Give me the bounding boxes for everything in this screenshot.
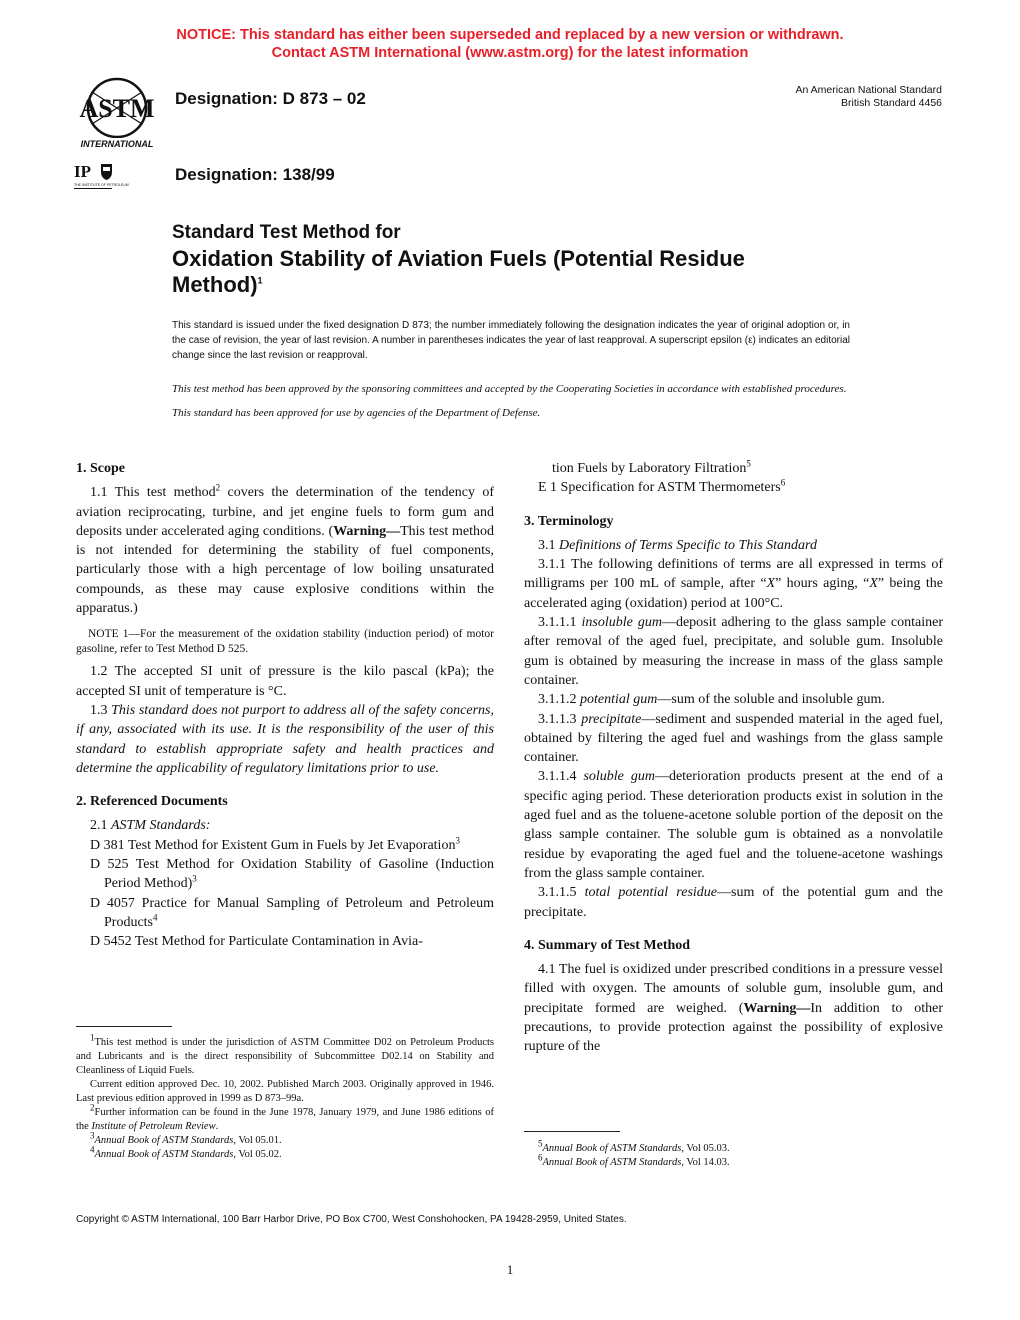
defense-statement: This standard has been approved for use by agencies of the Department of Defense. xyxy=(172,407,541,419)
ip-logo xyxy=(74,160,129,194)
title-footnote-ref[interactable]: 1 xyxy=(257,275,263,286)
referenced-documents-heading: 2. Referenced Documents xyxy=(76,794,228,810)
left-column xyxy=(76,459,494,952)
paragraph-1-2: 1.2 The accepted SI unit of pressure is the kilo pascal (kPa); the accepted SI unit of temperature is °C. xyxy=(76,664,494,699)
reference-d4057: D 4057 Practice for Manual Sampling of Petroleum and Petroleum Products$^4$ xyxy=(90,895,494,930)
svg-text:ASTM: ASTM xyxy=(79,94,155,123)
title-line-1: Standard Test Method for xyxy=(172,222,401,243)
footnotes-left xyxy=(76,1032,494,1162)
national-standard-line-2: British Standard 4456 xyxy=(841,97,942,109)
title-line-3: Method)$^1$ xyxy=(172,272,263,297)
summary-heading: 4. Summary of Test Method xyxy=(524,937,691,953)
definition-potential-gum: 3.1.1.2 potential gum—sum of the soluble and insoluble gum. xyxy=(538,692,885,708)
svg-text:INTERNATIONAL: INTERNATIONAL xyxy=(80,139,154,149)
terminology-heading: 3. Terminology xyxy=(524,513,614,529)
footnote-5: $^5$Annual Book of ASTM Standards, Vol 05.03. xyxy=(538,1138,730,1154)
paragraph-1-3: 1.3 This standard does not purport to address all of the safety concerns, if any, associated with its use. It is the responsibility of the user of this standard to establish appropriate safety and health practices and determine the applicability of regulatory limitations prior to use. xyxy=(76,702,495,776)
reference-d5452: D 5452 Test Method for Particulate Contamination in Avia- xyxy=(90,934,423,950)
definition-precipitate: 3.1.1.3 precipitate—sediment and suspended material in the aged fuel, obtained by filtering the aged fuel and washings from the glass sample container. xyxy=(524,711,943,766)
footnote-2: $^2$Further information can be found in the June 1978, January 1979, and June 1986 editions of the Institute of Petroleum Review. xyxy=(76,1102,494,1132)
definition-insoluble-gum: 3.1.1.1 insoluble gum—deposit adhering to the glass sample container after removal of the aged fuel, precipitate, and soluble gum. Insoluble gum is obtained by measuring the increase in mass of the glass sample container. xyxy=(524,615,944,688)
reference-d525: D 525 Test Method for Oxidation Stability of Gasoline (Induction Period Method)$^3$ xyxy=(90,857,494,892)
footnote-rule-right xyxy=(524,1131,620,1132)
preamble xyxy=(172,318,850,421)
paragraph-3-1-1: 3.1.1 The following definitions of terms are all expressed in terms of milligrams per 100 mL of sample, after “X” hours aging, “X” being the accelerated aging (oxidation) period at 100°C. xyxy=(524,557,943,611)
paragraph-1-1: 1.1 This test method$^2$ covers the determination of the tendency of aviation reciprocating, turbine, and jet engine fuels to form gum and deposits under accelerated aging conditions. (Warning—This test method is not intended for determining the stability of fuel components, particularly those with a high percentage of low boiling unsaturated compounds, as these may cause explosive conditions within the apparatus.) xyxy=(76,482,494,617)
footnote-3: $^3$Annual Book of ASTM Standards, Vol 05.01. xyxy=(90,1130,282,1146)
document-title xyxy=(172,220,872,298)
footnote-1-edition: Current edition approved Dec. 10, 2002. Published March 2003. Originally approved in 1946. Last previous edition approved in 1999 as D 873–99a. xyxy=(76,1079,494,1104)
withdrawn-notice xyxy=(0,26,1020,62)
notice-line-2: Contact ASTM International (www.astm.org) for the latest information xyxy=(271,45,749,61)
approval-statement: This test method has been approved by the sponsoring committees and accepted by the Cooperating Societies in accordance with established procedures. xyxy=(172,383,847,395)
national-standard xyxy=(795,84,942,110)
definition-total-potential-residue: 3.1.1.5 total potential residue—sum of the potential gum and the precipitate. xyxy=(524,885,944,920)
national-standard-line-1: An American National Standard xyxy=(795,84,942,96)
paragraph-3-1: 3.1 Definitions of Terms Specific to This Standard xyxy=(538,537,817,553)
reference-d5452-continued: tion Fuels by Laboratory Filtration$^5$ xyxy=(552,458,751,476)
notice-line-1: NOTICE: This standard has either been superseded and replaced by a new version or withdrawn. xyxy=(176,27,844,43)
astm-logo-icon xyxy=(72,74,162,150)
copyright-line: Copyright © ASTM International, 100 Barr Harbor Drive, PO Box C700, West Conshohocken, PA 19428-2959, United States. xyxy=(76,1214,627,1225)
ip-logo-icon xyxy=(74,160,129,194)
footnote-1: $^1$This test method is under the jurisdiction of ASTM Committee D02 on Petroleum Products and Lubricants and is the direct responsibility of Subcommittee D02.14 on Stability and Cleanliness of Liquid Fuels. xyxy=(76,1032,494,1076)
reference-e1: E 1 Specification for ASTM Thermometers$^6$ xyxy=(538,477,786,496)
page-number: 1 xyxy=(506,1262,514,1277)
svg-text:THE INSTITUTE OF PETROLEUM: THE INSTITUTE OF PETROLEUM xyxy=(74,183,129,187)
astm-logo xyxy=(72,74,162,150)
svg-text:IP: IP xyxy=(74,162,91,181)
right-column xyxy=(524,459,943,1057)
reference-d381: D 381 Test Method for Existent Gum in Fuels by Jet Evaporation$^3$ xyxy=(90,835,460,853)
designation-astm: Designation: D 873 – 02 xyxy=(175,89,366,108)
issue-statement: This standard is issued under the fixed designation D 873; the number immediately following the designation indicates the year of original adoption or, in the case of revision, the year of last revision. A number in parentheses indicates the year of last reapproval. A superscript epsilon (ε) indicates an editorial change since the last revision or reapproval. xyxy=(172,320,850,361)
title-line-2: Oxidation Stability of Aviation Fuels (Potential Residue xyxy=(172,246,745,271)
paragraph-4-1: 4.1 The fuel is oxidized under prescribed conditions in a pressure vessel filled with oxygen. The amounts of soluble gum, insoluble gum, and precipitate formed are weighed. (Warning—In addition to other precautions, to provide protection against the possibility of explosive rupture of the xyxy=(524,962,944,1055)
designation-ip: Designation: 138/99 xyxy=(175,165,335,184)
footnote-4: $^4$Annual Book of ASTM Standards, Vol 05.02. xyxy=(90,1144,282,1160)
scope-heading: 1. Scope xyxy=(76,461,125,476)
note-1: NOTE 1—For the measurement of the oxidation stability (induction period) of motor gasoline, refer to Test Method D 525. xyxy=(76,628,494,656)
footnote-rule-left xyxy=(76,1026,172,1027)
definition-soluble-gum: 3.1.1.4 soluble gum—deterioration products present at the end of a specific aging period. These deterioration products exist in solution in the aged fuel and as the toluene-acetone soluble portion of the deposit on the glass sample container. The soluble gum is obtained as a nonvolatile residue by evaporating the aged fuel and the toluene-acetone washings from the glass sample container. xyxy=(524,769,944,881)
paragraph-2-1: 2.1 ASTM Standards: xyxy=(90,818,211,834)
footnotes-right xyxy=(524,1138,943,1170)
footnote-6: $^6$Annual Book of ASTM Standards, Vol 14.03. xyxy=(538,1152,730,1168)
